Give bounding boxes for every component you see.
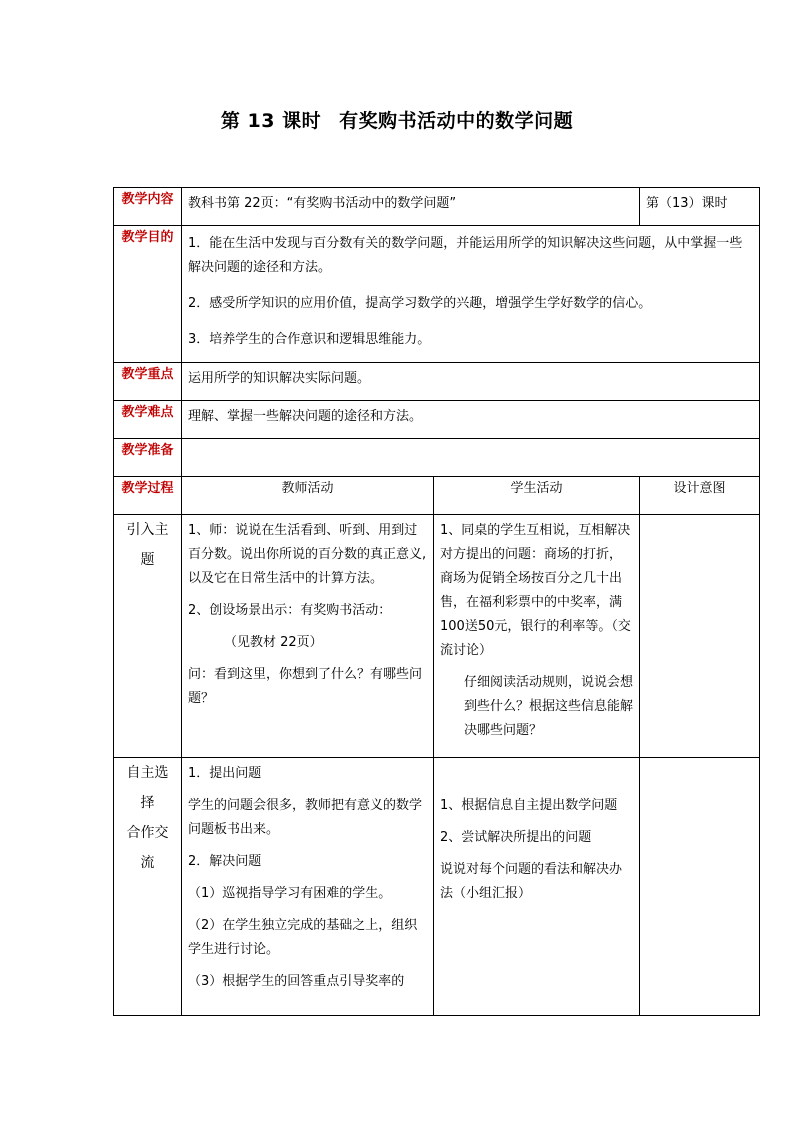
preparation-text: [182, 439, 760, 477]
student-activity: [434, 515, 640, 758]
student-step: 2、尝试解决所提出的问题: [440, 830, 592, 845]
label-preparation: 教学准备: [114, 439, 182, 477]
student-step: 1、根据信息自主提出数学问题: [440, 798, 618, 813]
label-key-point: 教学重点: [114, 363, 182, 401]
label-content: 教学内容: [114, 188, 182, 226]
row-content: [114, 188, 760, 226]
teacher-activity: [182, 515, 434, 758]
goal-item: 1．能在生活中发现与百分数有关的数学问题，并能运用所学的知识解决这些问题，从中掌握一些解决问题的途径和方法。: [188, 236, 743, 275]
stage-name: [114, 758, 182, 1016]
teacher-step: （见教材 22页）: [224, 635, 323, 650]
teacher-step: （3）根据学生的回答重点引导奖率的: [188, 974, 405, 989]
content-period: 第（13）课时: [640, 188, 760, 226]
goal-item: 2．感受所学知识的应用价值，提高学习数学的兴趣，增强学生学好数学的信心。: [188, 296, 652, 311]
teacher-step: 1、师：说说在生活看到、听到、用到过百分数。说出你所说的百分数的真正意义,以及它在日常生活中的计算方法。: [188, 523, 427, 586]
teacher-step: 学生的问题会很多，教师把有意义的数学问题板书出来。: [188, 798, 423, 837]
design-intent: [640, 758, 760, 1016]
row-preparation: [114, 439, 760, 477]
label-difficulty: 教学难点: [114, 401, 182, 439]
stage-name-line: 合作交流: [126, 825, 169, 871]
label-goals: 教学目的: [114, 226, 182, 363]
page-title: [0, 106, 794, 133]
row-key-point: [114, 363, 760, 401]
stage-name-line: 自主选择: [126, 765, 169, 811]
teacher-step: 1．提出问题: [188, 766, 262, 781]
teacher-activity: [182, 758, 434, 1016]
goals-cell: [182, 226, 760, 363]
design-intent: [640, 515, 760, 758]
teacher-step: 2、创设场景出示：有奖购书活动：: [188, 603, 392, 618]
teacher-step: （2）在学生独立完成的基础之上，组织学生进行讨论。: [188, 918, 418, 957]
content-text: 教科书第 22页：“有奖购书活动中的数学问题”: [182, 188, 640, 226]
header-student: 学生活动: [434, 477, 640, 515]
lesson-topic: 有奖购书活动中的数学问题: [339, 110, 574, 132]
key-point-text: 运用所学的知识解决实际问题。: [182, 363, 760, 401]
stage-name: 引入主题: [114, 515, 182, 758]
lesson-number: 第 13 课时: [220, 110, 322, 132]
difficulty-text: 理解、掌握一些解决问题的途径和方法。: [182, 401, 760, 439]
row-goals: [114, 226, 760, 363]
student-step: 1、同桌的学生互相说，互相解决对方提出的问题：商场的打折，商场为促销全场按百分之几十出售，在福利彩票中的中奖率，满100送50元，银行的利率等。（交流讨论）: [440, 523, 631, 658]
stage-row: [114, 515, 760, 758]
student-activity: [434, 758, 640, 1016]
student-step: 说说对每个问题的看法和解决办法（小组汇报）: [440, 862, 623, 901]
teacher-step: 问：看到这里，你想到了什么？有哪些问题？: [188, 667, 423, 706]
row-difficulty: [114, 401, 760, 439]
header-teacher: 教师活动: [182, 477, 434, 515]
goal-item: 3．培养学生的合作意识和逻辑思维能力。: [188, 332, 431, 347]
student-step: 仔细阅读活动规则，说说会想到些什么？根据这些信息能解决哪些问题？: [464, 675, 634, 738]
label-process: 教学过程: [114, 477, 182, 515]
row-process-header: [114, 477, 760, 515]
teacher-step: 2．解决问题: [188, 854, 262, 869]
teacher-step: （1）巡视指导学习有困难的学生。: [188, 886, 392, 901]
lesson-plan-table: [113, 187, 760, 1016]
stage-row: [114, 758, 760, 1016]
header-design: 设计意图: [640, 477, 760, 515]
